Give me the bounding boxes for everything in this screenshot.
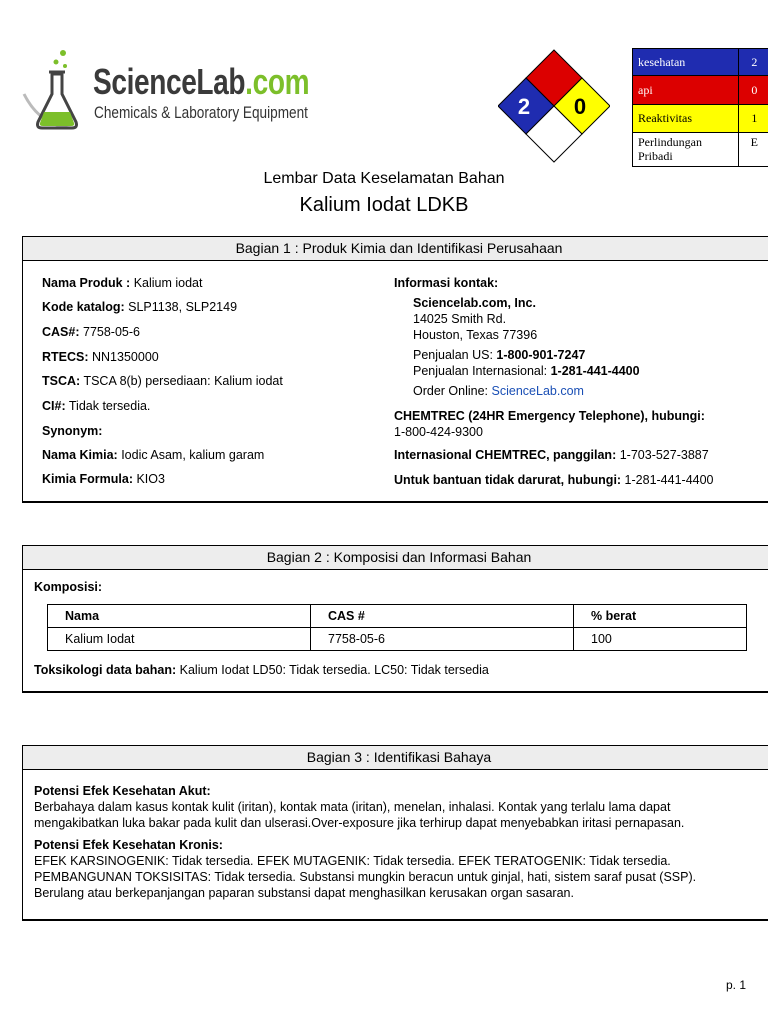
column-header: Nama: [48, 605, 311, 628]
section-1: [22, 236, 768, 503]
hazard-row: [633, 76, 768, 105]
table-cell: 100: [574, 628, 747, 651]
hazard-rating-table: [632, 48, 768, 167]
sales-intl: Penjualan Internasional: 1-281-441-4400: [413, 364, 640, 378]
toxicology-data: Toksikologi data bahan: Kalium Iodat LD50: Tidak tersedia. LC50: Tidak tersedia: [34, 663, 489, 677]
hazard-row: [633, 49, 768, 76]
hazard-value: E: [738, 133, 768, 167]
synonym-field: Synonym:: [42, 424, 103, 438]
contact-label: Informasi kontak:: [394, 276, 499, 290]
document-subtitle: Kalium Iodat LDKB: [299, 194, 469, 216]
hazard-value: 2: [738, 49, 768, 76]
logo-lab: Lab: [196, 61, 246, 102]
hazard-label: kesehatan: [633, 49, 739, 76]
company-name: Sciencelab.com, Inc.: [413, 296, 536, 310]
page-number: p. 1: [725, 978, 746, 992]
formula-field: Kimia Formula: KIO3: [42, 472, 165, 486]
logo-wordmark: [93, 61, 310, 102]
order-online-link[interactable]: ScienceLab.com: [491, 384, 584, 398]
address-line-1: 14025 Smith Rd.: [413, 312, 507, 326]
sales-us: Penjualan US: 1-800-901-7247: [413, 348, 586, 362]
document-title: Lembar Data Keselamatan Bahan: [263, 170, 505, 187]
flask-logo-icon: [20, 46, 92, 134]
non-emergency: Untuk bantuan tidak darurat, hubungi: 1-281-441-4400: [394, 473, 714, 487]
logo-science: Science: [93, 61, 197, 102]
hazard-label: Perlindungan Pribadi: [633, 133, 739, 167]
hazard-label: api: [633, 76, 739, 105]
catalog-field: Kode katalog: SLP1138, SLP2149: [42, 300, 238, 314]
order-online: Order Online: ScienceLab.com: [413, 384, 584, 398]
section-3-heading: Bagian 3 : Identifikasi Bahaya: [23, 746, 768, 770]
composition-table: [47, 604, 747, 651]
acute-effects: Potensi Efek Kesehatan Akut: Berbahaya dalam kasus kontak kulit (iritan), kontak mata (iritan), menelan, inhalasi. Kontak yang terlalu lama dapat mengakibatkan luka bakar pada kulit dan ulserasi.Over-exposure jika terhirup dapat menyebabkan iritasi pernapasan.: [34, 784, 685, 830]
product-field: Nama Produk : Kalium iodat: [42, 276, 203, 290]
hazard-label: Reaktivitas: [633, 105, 739, 133]
table-cell: 7758-05-6: [311, 628, 574, 651]
chemical-name-field: Nama Kimia: Iodic Asam, kalium garam: [42, 448, 265, 462]
komposisi-label: Komposisi:: [34, 580, 103, 594]
rtecs-field: RTECS: NN1350000: [42, 350, 159, 364]
logo-com: .com: [245, 61, 310, 102]
hazard-value: 1: [738, 105, 768, 133]
section-2-heading: Bagian 2 : Komposisi dan Informasi Bahan: [23, 546, 768, 570]
hazard-row: [633, 133, 768, 167]
hazard-value: 0: [738, 76, 768, 105]
address-line-2: Houston, Texas 77396: [413, 328, 538, 342]
section-1-heading: Bagian 1 : Produk Kimia dan Identifikasi Perusahaan: [23, 237, 768, 261]
intl-chemtrec: Internasional CHEMTREC, panggilan: 1-703-527-3887: [394, 448, 709, 462]
nfpa-diamond-icon: [498, 46, 610, 164]
nfpa-fire-value: 0: [573, 94, 587, 119]
section-2: [22, 545, 768, 693]
section-3: [22, 745, 768, 921]
table-cell: Kalium Iodat: [48, 628, 311, 651]
tsca-field: TSCA: TSCA 8(b) persediaan: Kalium iodat: [42, 374, 283, 388]
hazard-row: [633, 105, 768, 133]
column-header: % berat: [574, 605, 747, 628]
table-header-row: [48, 605, 747, 628]
chemtrec-label: CHEMTREC (24HR Emergency Telephone), hubungi:: [394, 409, 705, 423]
chemtrec-number: 1-800-424-9300: [394, 425, 483, 439]
logo-tagline: Chemicals & Laboratory Equipment: [94, 103, 308, 122]
chronic-effects: Potensi Efek Kesehatan Kronis: EFEK KARSINOGENIK: Tidak tersedia. EFEK MUTAGENIK: Tidak tersedia. EFEK TERATOGENIK: Tidak tersedia. PEMBANGUNAN TOKSISITAS: Tidak tersedia. Substansi mungkin beracun untuk ginjal, hati, sistem saraf pusat (SSP). Berulang atau berkepanjangan paparan substansi dapat menghasilkan kerusakan organ sasaran.: [34, 838, 697, 900]
ci-field: CI#: Tidak tersedia.: [42, 399, 151, 413]
nfpa-health-value: 2: [517, 94, 531, 119]
cas-field: CAS#: 7758-05-6: [42, 325, 140, 339]
table-row: [48, 628, 747, 651]
column-header: CAS #: [311, 605, 574, 628]
